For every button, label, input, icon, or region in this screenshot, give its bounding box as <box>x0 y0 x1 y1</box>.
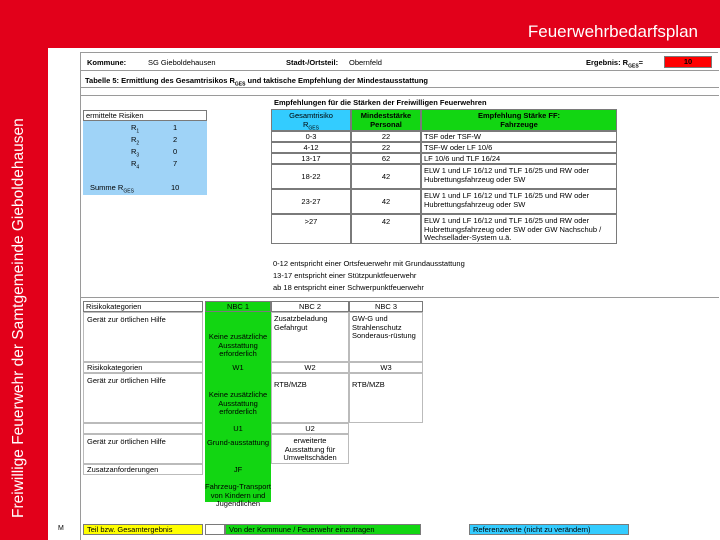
rec-range: 0-3 <box>271 131 351 142</box>
rec-personal: 22 <box>351 131 421 142</box>
side-title: Freiwillige Feuerwehr der Samtgemeinde Gieboldehausen <box>10 118 27 518</box>
rec-range: 23-27 <box>271 189 351 214</box>
divider <box>81 95 719 96</box>
lower-c3: GW-G und Strahlenschutz Sonderaus-rüstung <box>349 312 423 362</box>
rec-range: >27 <box>271 214 351 244</box>
risk-row-value: 7 <box>173 159 178 168</box>
rec-fahrzeuge: LF 10/6 und TLF 16/24 <box>421 153 617 164</box>
lower-c1: W1 <box>232 363 244 372</box>
rec-personal: 42 <box>351 189 421 214</box>
risks-header: ermittelte Risiken <box>83 110 207 121</box>
lower-row-label: Zusatzanforderungen <box>83 464 203 475</box>
lower-c2: RTB/MZB <box>271 373 349 423</box>
divider <box>81 297 719 298</box>
nbc-header: NBC 1 <box>205 301 271 312</box>
divider <box>81 87 719 88</box>
risk-row-label: $R_1$ <box>131 123 140 135</box>
risk-sum-label: Summe $R_{GES}$ <box>90 183 134 195</box>
risks-body <box>83 121 207 195</box>
rec-fahrzeuge: TSF oder TSF-W <box>421 131 617 142</box>
recommend-title: Empfehlungen für die Stärken der Freiwilligen Feuerwehren <box>274 98 487 107</box>
spreadsheet <box>80 52 718 540</box>
legend-referenz: Referenzwerte (nicht zu verändern) <box>469 524 629 535</box>
table-title: Tabelle 5: Ermittlung des Gesamtrisikos $R_{GES}$ und taktische Empfehlung der Mindestausstattung <box>85 76 428 88</box>
legend-eingabe: Von der Kommune / Feuerwehr einzutragen <box>225 524 421 535</box>
rec-personal: 42 <box>351 164 421 189</box>
lower-c1: U1 <box>233 424 243 433</box>
lower-c1: JF <box>233 465 243 474</box>
risk-row-value: 2 <box>173 135 178 144</box>
lower-c2: W2 <box>271 362 349 373</box>
rec-fahrzeuge: TSF-W oder LF 10/6 <box>421 142 617 153</box>
kommune-label: Kommune: <box>87 58 127 67</box>
rec-range: 18-22 <box>271 164 351 189</box>
nbc-header: NBC 2 <box>271 301 349 312</box>
lower-c1: Keine zusätzliche Ausstattung erforderlich <box>208 332 268 358</box>
ergebnis-label: Ergebnis: $R_{GES}=$ <box>586 58 644 70</box>
divider <box>81 70 719 71</box>
rec-range: 13-17 <box>271 153 351 164</box>
title-bar <box>0 0 720 48</box>
kommune-value: SG Gieboldehausen <box>148 58 216 67</box>
lower-c2: erweiterte Ausstattung für Umweltschäden <box>271 434 349 464</box>
rec-personal: 42 <box>351 214 421 244</box>
col-header-personal: Mindeststärke Personal <box>351 109 421 131</box>
lower-row-label: Gerät zur örtlichen Hilfe <box>83 434 203 464</box>
lower-c3: W3 <box>349 362 423 373</box>
rec-fahrzeuge: ELW 1 und LF 16/12 und TLF 16/25 und RW oder Hubrettungsfahrzeug oder SW oder GW Nachschub / Wechsellader-System u.ä. <box>421 214 617 244</box>
nbc-header: NBC 3 <box>349 301 423 312</box>
slide-title: Feuerwehrbedarfsplan <box>527 22 698 41</box>
lower-c2: Zusatzbeladung Gefahrgut <box>271 312 349 362</box>
note-line: 0-12 entspricht einer Ortsfeuerwehr mit Grundausstattung <box>273 259 465 268</box>
lower-c1: Keine zusätzliche Ausstattung erforderlich <box>208 390 268 416</box>
lower-row-label: Risikokategorien <box>83 362 203 373</box>
risk-row-label: $R_4$ <box>131 159 140 171</box>
ergebnis-value: 10 <box>664 56 712 68</box>
side-bar <box>0 48 48 540</box>
rec-personal: 62 <box>351 153 421 164</box>
page-number: M <box>58 525 64 532</box>
rec-range: 4-12 <box>271 142 351 153</box>
legend-gap <box>205 524 225 535</box>
note-line: ab 18 entspricht einer Schwerpunktfeuerwehr <box>273 283 424 292</box>
lower-row-label <box>83 423 203 434</box>
lower-c2: U2 <box>271 423 349 434</box>
risk-row-value: 0 <box>173 147 178 156</box>
lower-row-label: Gerät zur örtlichen Hilfe <box>83 312 203 362</box>
lower-c3: RTB/MZB <box>349 373 423 423</box>
lower-c1: Fahrzeug-Transport von Kindern und Jugendlichen <box>205 482 271 508</box>
lower-c1: Grund-ausstattung <box>206 438 270 447</box>
col-header-fahrzeuge: Empfehlung Stärke FF: Fahrzeuge <box>421 109 617 131</box>
risk-row-value: 1 <box>173 123 178 132</box>
legend-teilergebnis: Teil bzw. Gesamtergebnis <box>83 524 203 535</box>
lower-row-label: Gerät zur örtlichen Hilfe <box>83 373 203 423</box>
rec-personal: 22 <box>351 142 421 153</box>
ortsteil-label: Stadt-/Ortsteil: <box>286 58 339 67</box>
risk-categories-label: Risikokategorien <box>83 301 203 312</box>
note-line: 13-17 entspricht einer Stützpunktfeuerwehr <box>273 271 417 280</box>
rec-fahrzeuge: ELW 1 und LF 16/12 und TLF 16/25 und RW oder Hubrettungsfahrzeug oder SW <box>421 189 617 214</box>
risk-row-label: $R_2$ <box>131 135 140 147</box>
col-header-risk: Gesamtrisiko $R_{GES}$ <box>271 109 351 131</box>
risk-sum-value: 10 <box>171 183 180 192</box>
risk-row-label: $R_3$ <box>131 147 140 159</box>
rec-fahrzeuge: ELW 1 und LF 16/12 und TLF 16/25 und RW oder Hubrettungsfahrzeug oder SW <box>421 164 617 189</box>
ortsteil-value: Obernfeld <box>349 58 382 67</box>
